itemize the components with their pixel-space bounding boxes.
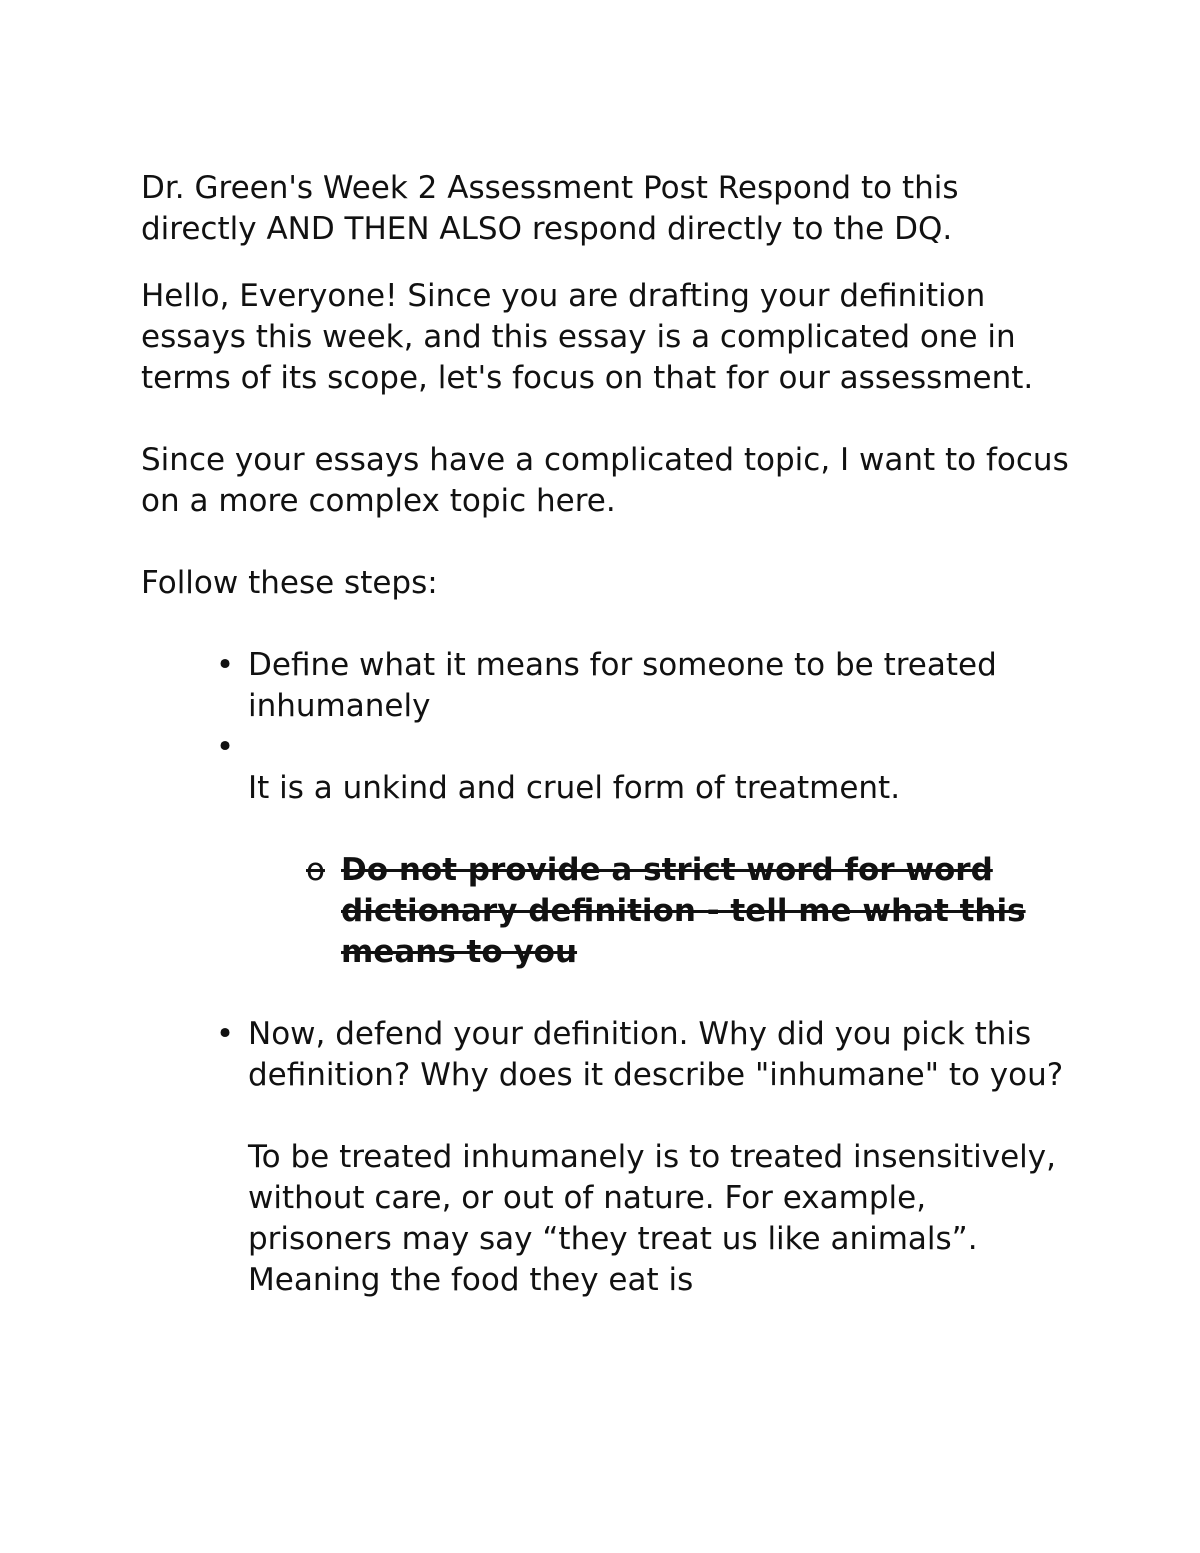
spacer	[141, 399, 1071, 440]
answer-paragraph: It is a unkind and cruel form of treatment.	[248, 770, 901, 806]
list-item	[141, 727, 1071, 1014]
intro-paragraph: Hello, Everyone! Since you are drafting your definition essays this week, and this essay is a complicated one in terms of its scope, let's focus on that for our assessment.	[141, 278, 1034, 396]
spacer	[248, 973, 1071, 1014]
list-item	[141, 1014, 1071, 1301]
steps-list	[141, 645, 1071, 1301]
page-title: Dr. Green's Week 2 Assessment Post Respond to this directly AND THEN ALSO respond directly to the DQ.	[141, 170, 959, 247]
circle-bullet-icon: o	[306, 852, 325, 888]
list-item	[141, 645, 1071, 727]
list-item	[248, 850, 1071, 973]
focus-paragraph: Since your essays have a complicated topic, I want to focus on a more complex topic here.	[141, 442, 1069, 519]
steps-heading: Follow these steps:	[141, 565, 438, 601]
step-text	[248, 729, 258, 765]
spacer	[141, 522, 1071, 563]
step-text: Now, defend your definition. Why did you pick this definition? Why does it describe "inhumane" to you?	[248, 1016, 1064, 1093]
bullet-icon: •	[215, 647, 235, 683]
spacer	[248, 1096, 1071, 1137]
spacer	[141, 604, 1071, 645]
bullet-icon: •	[215, 1016, 235, 1052]
bullet-icon: •	[215, 729, 235, 765]
sub-list	[248, 850, 1071, 973]
document-body	[141, 168, 1071, 1301]
step-text: Define what it means for someone to be treated inhumanely	[248, 647, 997, 724]
spacer	[248, 809, 1071, 850]
struck-instruction: Do not provide a strict word for word dictionary definition - tell me what this means to you	[341, 852, 1026, 970]
answer-paragraph: To be treated inhumanely is to treated insensitively, without care, or out of nature. For example, prisoners may say “they treat us like animals”. Meaning the food they eat is	[248, 1139, 1056, 1298]
